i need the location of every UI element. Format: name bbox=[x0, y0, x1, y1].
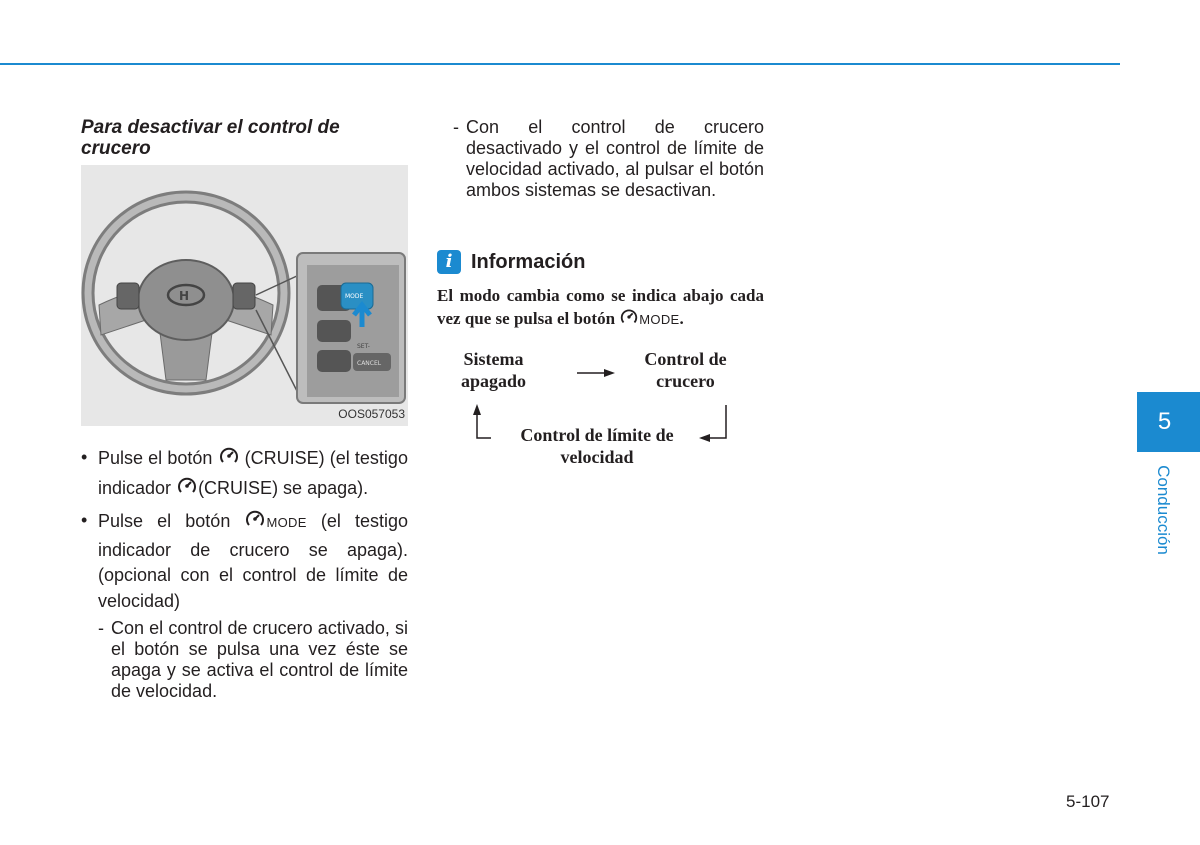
svg-text:CANCEL: CANCEL bbox=[357, 360, 382, 367]
svg-text:H: H bbox=[179, 289, 190, 303]
bullet-text: (CRUISE) se apaga). bbox=[198, 477, 369, 498]
info-text: El modo cambia como se indica abajo cada vez que se pulsa el botón MODE. bbox=[437, 285, 764, 333]
diagram-node-speed-limit: Control de límite de velocidad bbox=[520, 425, 674, 467]
svg-text:SET-: SET- bbox=[357, 343, 370, 350]
bullet-text: (el testigo indicador de crucero se apaga). (opcional con el control de límite de velocidad) bbox=[98, 511, 408, 611]
sub-list-item: - Con el control de crucero desactivado y el control de límite de velocidad activado, al pulsar el botón ambos sistemas se desactivan. bbox=[453, 117, 764, 201]
info-sentence: El modo cambia como se indica abajo cada vez que se pulsa el botón bbox=[437, 286, 764, 328]
mode-label: MODE bbox=[266, 515, 307, 530]
info-icon: i bbox=[437, 250, 461, 274]
bullet-text: Pulse el botón bbox=[98, 448, 213, 468]
svg-text:MODE: MODE bbox=[345, 293, 364, 300]
arrow-down-left-icon bbox=[699, 405, 726, 442]
page-number: 5-107 bbox=[1066, 792, 1110, 811]
diagram-node-system-off: Sistema apagado bbox=[460, 349, 527, 391]
chapter-tab bbox=[1137, 392, 1200, 452]
chapter-label: Conducción bbox=[1154, 465, 1173, 555]
figure-code: OOS057053 bbox=[338, 407, 405, 421]
mode-label: MODE bbox=[639, 312, 680, 327]
sub-list-item: - Con el control de crucero activado, si el botón se pulsa una vez éste se apaga y se activa el control de límite de velocidad. bbox=[98, 618, 408, 702]
section-heading: Para desactivar el control de crucero bbox=[81, 117, 340, 159]
diagram-node-cruise: Control de crucero bbox=[644, 349, 727, 391]
chapter-number: 5 bbox=[1157, 408, 1172, 435]
bullet-text: (CRUISE) (el testigo indicador bbox=[98, 448, 408, 498]
bullet-text: Pulse el botón bbox=[98, 511, 231, 531]
arrow-up-icon bbox=[473, 404, 491, 438]
arrow-right-icon bbox=[577, 369, 615, 377]
info-title: Información bbox=[471, 250, 586, 273]
